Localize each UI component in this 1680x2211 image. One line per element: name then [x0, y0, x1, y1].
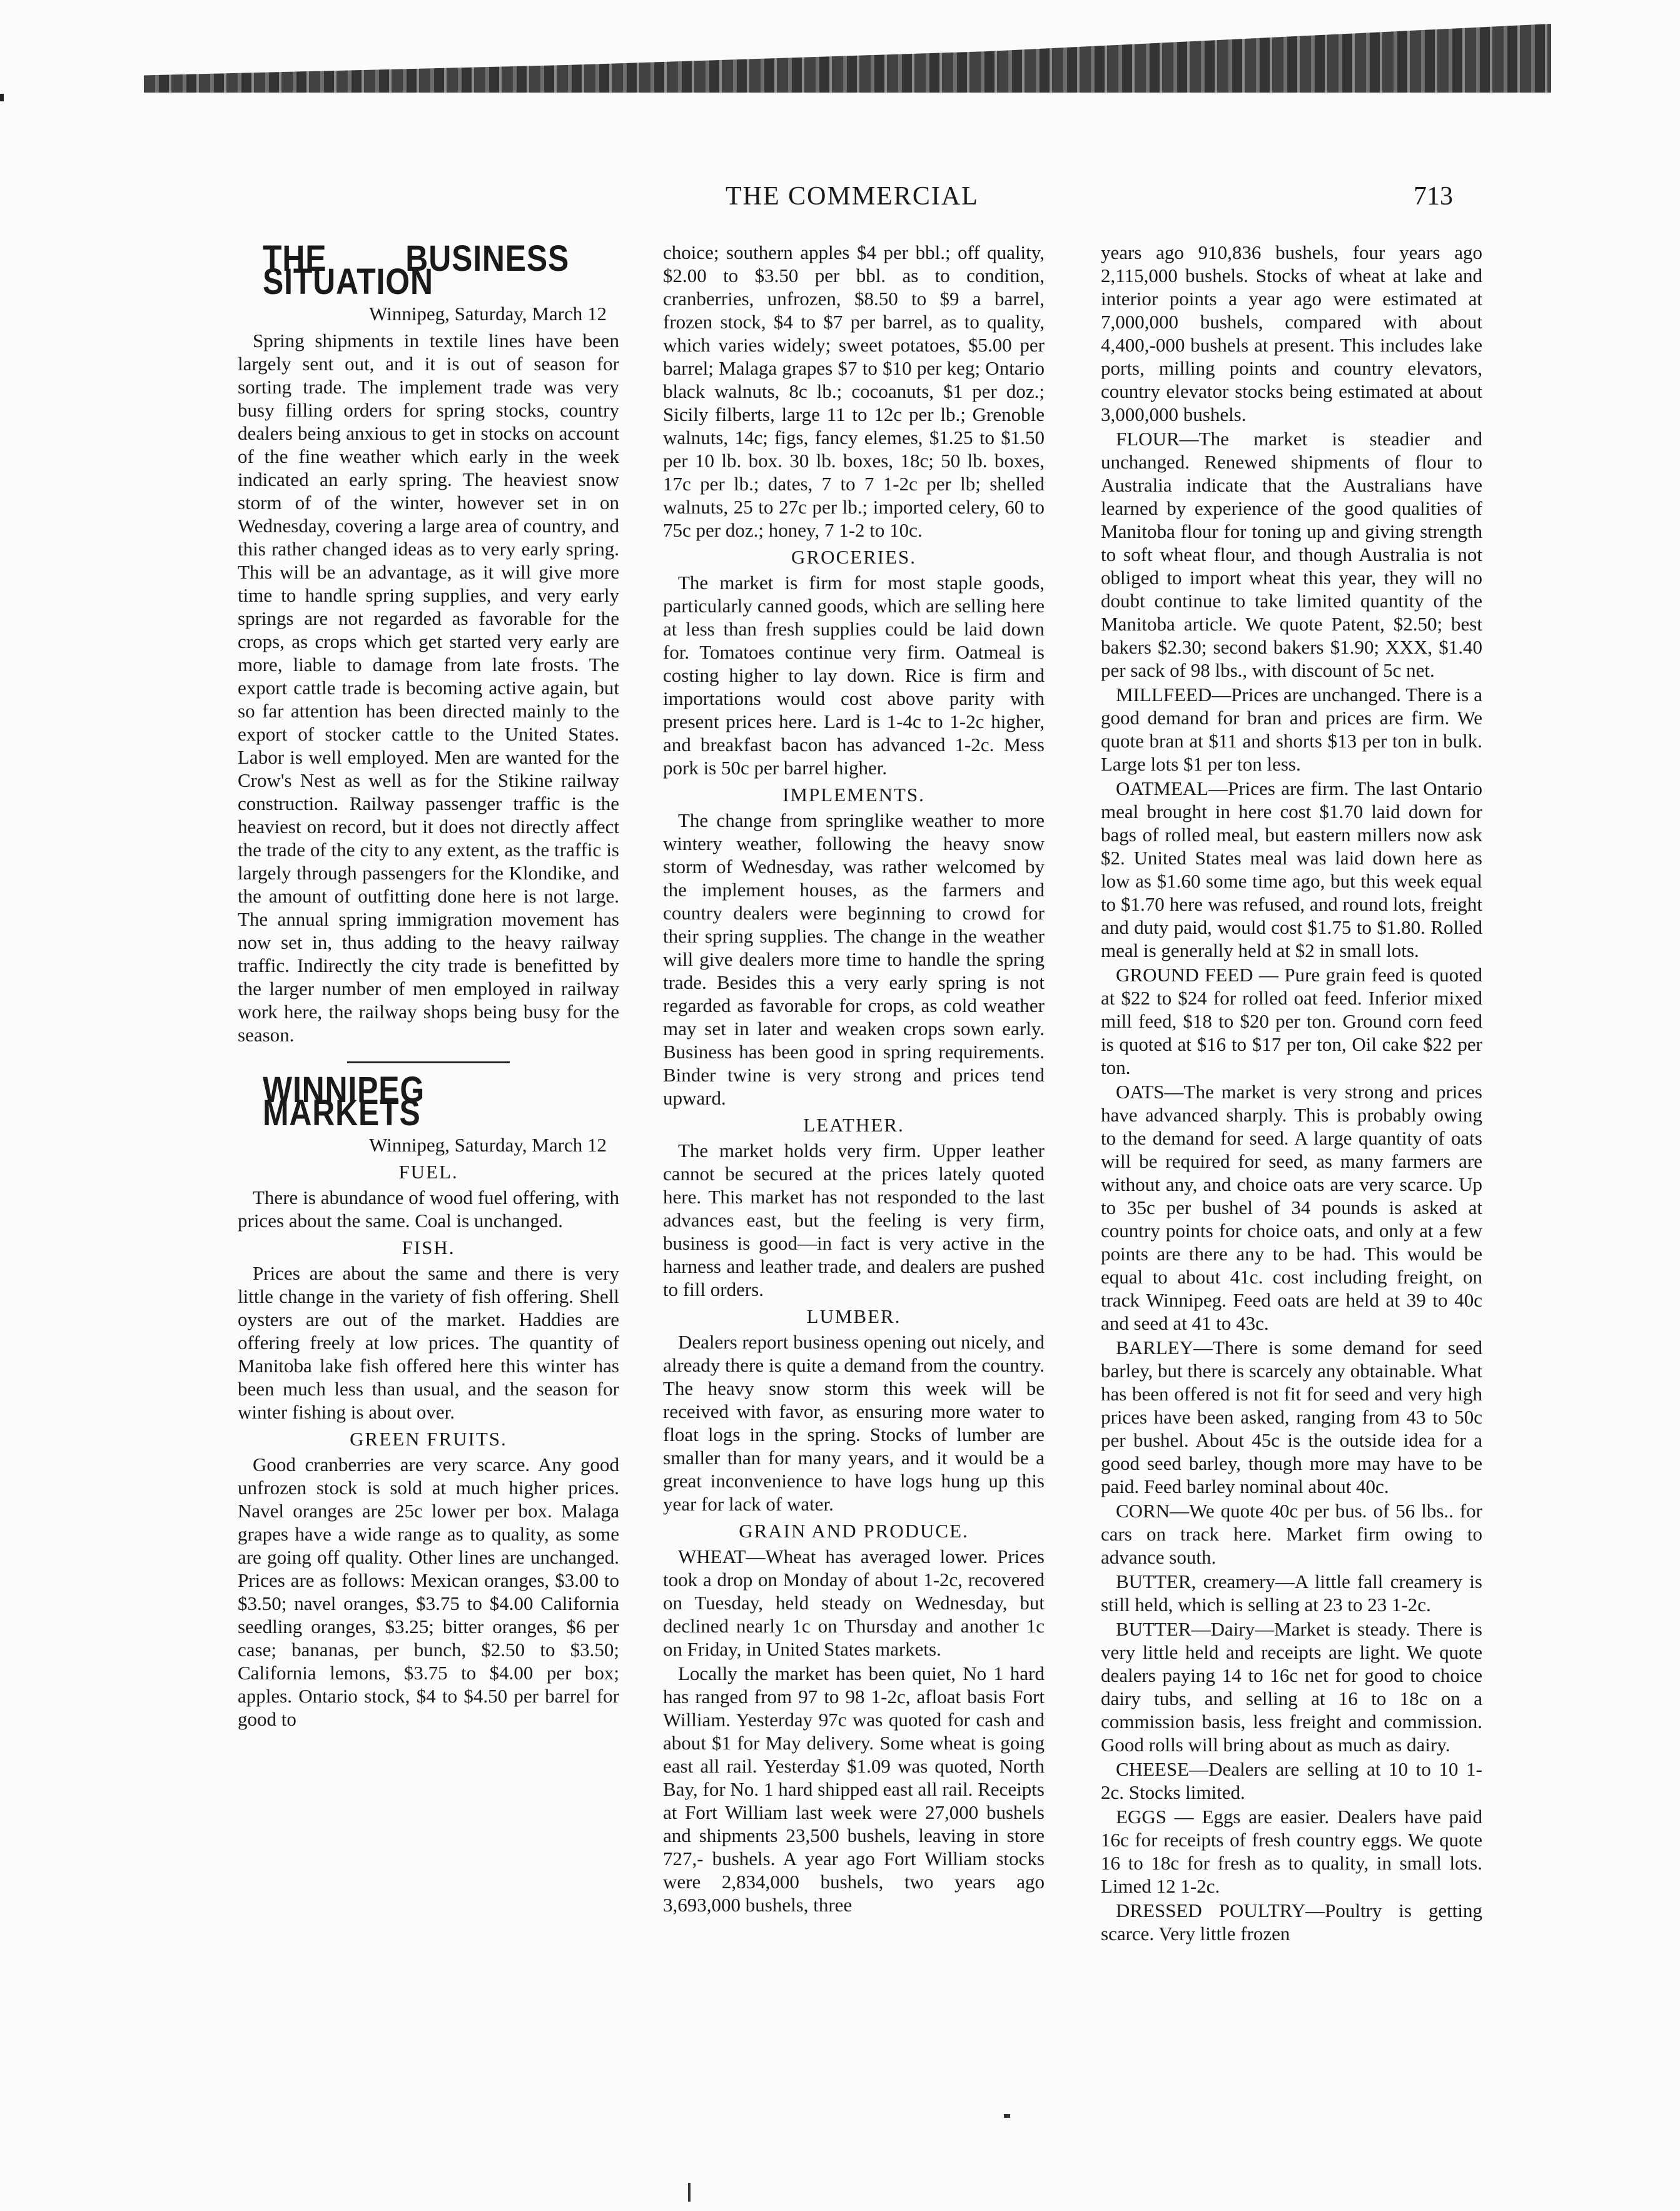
dressed-poultry-text: DRESSED POULTRY—Poultry is getting scarce. Very little frozen — [1101, 1900, 1482, 1945]
fish-text: Prices are about the same and there is very little change in the variety of fish offering. Shell oysters are out of the market. Haddies are offering freely at low prices. The quantity of Manitoba lake fish offered here this winter has been much less than usual, and the season for winter fishing is about over. — [238, 1262, 619, 1423]
scan-shadow-band — [144, 24, 1551, 93]
oats-text: OATS—The market is very strong and prices have advanced sharply. This is probably owing to the demand for seed. A large quantity of oats will be required for seed, as many farmers are without any, and choice oats are very scarce. Up to 35c per bushel of 34 pounds is asked at country points for choice oats, and only at a few points are there any to be had. This would be equal to about 41c. cost including freight, on track Winnipeg. Feed oats are held at 39 to 40c and seed at 41 to 43c. — [1101, 1081, 1482, 1334]
subhead-groceries: GROCERIES. — [791, 546, 916, 568]
column-3 — [1101, 241, 1482, 1946]
heading-winnipeg-markets: WINNIPEG MARKETS — [263, 1070, 425, 1133]
wheat-local-text: Locally the market has been quiet, No 1 hard has ranged from 97 to 98 1-2c, afloat basis Fort William. Yesterday 97c was quoted for cash and about $1 for May delivery. Some wheat is going east all rail. Yesterday $1.09 was quoted, North Bay, for No. 1 hard shipped east all rail. Receipts at Fort William last week were 27,000 bushels and shipments 23,500 bushels, leaving in store 727,- bushels. A year ago Fort William stocks were 2,834,000 bushels, two years ago 3,693,000 bushels, three — [663, 1662, 1045, 1916]
dateline: Winnipeg, Saturday, March 12 — [369, 1134, 607, 1156]
groceries-text: The market is firm for most staple goods, particularly canned goods, which are selling here at less than fresh supplies could be laid down for. Tomatoes continue very firm. Oatmeal is costing higher to lay down. Rice is firm and importations would cost above parity with present prices here. Lard is 1-4c to 1-2c higher, and breakfast bacon has advanced 1-2c. Mess pork is 50c per barrel higher. — [663, 572, 1045, 779]
butter-dairy-text: BUTTER—Dairy—Market is steady. There is very little held and receipts are light. We quote dealers paying 14 to 16c net for good to choice dairy tubs, and selling at 16 to 18c on a commission basis, less freight and commission. Good rolls will bring about as much as dairy. — [1101, 1618, 1482, 1756]
subhead-fish: FISH. — [402, 1237, 455, 1258]
ink-mark — [688, 2183, 691, 2202]
ground-feed-text: GROUND FEED — Pure grain feed is quoted at $22 to $24 for rolled oat feed. Inferior mixed mill feed, $18 to $20 per ton. Ground corn feed is quoted at $16 to $17 per ton, Oil cake $22 per ton. — [1101, 964, 1482, 1078]
millfeed-text: MILLFEED—Prices are unchanged. There is a good demand for bran and prices are firm. We quote bran at $11 and shorts $13 per ton in bulk. Large lots $1 per ton less. — [1101, 684, 1482, 775]
wheat-text: WHEAT—Wheat has averaged lower. Prices took a drop on Monday of about 1-2c, recovered on Tuesday, held steady on Wednesday, but declined nearly 1c on Thursday and another 1c on Friday, in United States markets. — [663, 1546, 1045, 1660]
lumber-text: Dealers report business opening out nicely, and already there is quite a demand from the country. The heavy snow storm this week will be received with favor, as ensuring more water to float logs in the spring. Stocks of lumber are smaller than for many years, and it would be a great inconvenience to have logs hung up this year for lack of water. — [663, 1331, 1045, 1515]
business-situation-text: Spring shipments in textile lines have been largely sent out, and it is out of season for sorting trade. The implement trade was very busy filling orders for spring stocks, country dealers being anxious to get in stocks on account of the fine weather which early in the week indicated an early spring. The heaviest snow storm of of the winter, however set in on Wednesday, covering a large area of country, and this rather changed ideas as to very early spring. This will be an advantage, as it will give more time to handle spring supplies, and very early springs are not regarded as favorable for the crops, as crops which get started very early are more, liable to damage from late frosts. The export cattle trade is becoming active again, but so far attention has been directed mainly to the export of stocker cattle to the United States. Labor is well employed. Men are wanted for the Crow's Nest as well as for the Stikine railway construction. Railway passenger traffic is the heaviest on record, but it does not directly affect the trade of the city to any extent, as the traffic is largely through passengers for the Klondike, and the amount of outfitting done here is not large. The annual spring immigration movement has now set in, thus adding to the heavy railway traffic. Indirectly the city trade is benefitted by the larger number of men employed in railway work here, the railway shops being busy for the season. — [238, 330, 619, 1046]
dateline: Winnipeg, Saturday, March 12 — [369, 303, 607, 325]
butter-creamery-text: BUTTER, creamery—A little fall creamery is still held, which is selling at 23 to 23 1-2c. — [1101, 1571, 1482, 1616]
eggs-text: EGGS — Eggs are easier. Dealers have paid 16c for receipts of fresh country eggs. We quote 16 to 18c for fresh as to quality, in small lots. Limed 12 1-2c. — [1101, 1806, 1482, 1897]
flour-text: FLOUR—The market is steadier and unchanged. Renewed shipments of flour to Australia indicate that the Australians have learned by experience of the good qualities of Manitoba flour for toning up and giving strength to soft wheat flour, and though Australia is not obliged to import wheat this year, they will no doubt continue to take limited quantity of the Manitoba article. We quote Patent, $2.50; best bakers $2.30; second bakers $1.90; XXX, $1.40 per sack of 98 lbs., with discount of 5c net. — [1101, 428, 1482, 681]
divider-rule — [347, 1061, 510, 1063]
column-1 — [238, 238, 619, 1732]
publication-title: THE COMMERCIAL — [726, 182, 979, 211]
ink-mark — [1004, 2114, 1010, 2118]
barley-text: BARLEY—There is some demand for seed barley, but there is scarcely any obtainable. What has been offered is not fit for seed and very high prices have been asked, ranging from 43 to 50c per bushel. About 45c is the outside idea for a good seed barley, though more may have to be paid. Feed barley nominal about 40c. — [1101, 1337, 1482, 1497]
green-fruits-text: Good cranberries are very scarce. Any good unfrozen stock is sold at much higher prices. Navel oranges are 25c lower per box. Malaga grapes have a wide range as to quality, as some are going off quality. Other lines are unchanged. Prices are as follows: Mexican oranges, $3.00 to $3.50; navel oranges, $3.75 to $4.00 California seedling oranges, $3.25; bitter oranges, $6 per case; bananas, per bunch, $2.50 to $3.50; California lemons, $3.75 to $4.00 per box; apples. Ontario stock, $4 to $4.50 per barrel for good to — [238, 1454, 619, 1730]
column-2 — [663, 241, 1045, 1918]
implements-text: The change from springlike weather to more wintery weather, following the heavy snow storm of Wednesday, was rather welcomed by the implement houses, as the farmers and country dealers were beginning to crowd for their spring supplies. The change in the weather will give dealers more time to handle the spring trade. Besides this a very early spring is not regarded as favorable for crops, as cold weather may set in later and weaken crops sown early. Business has been good in spring requirements. Binder twine is very strong and prices tend upward. — [663, 809, 1045, 1109]
oatmeal-text: OATMEAL—Prices are firm. The last Ontario meal brought in here cost $1.70 laid down for bags of rolled meal, but eastern millers now ask $2. United States meal was laid down here as low as $1.60 some time ago, but this week equal to $1.70 here was refused, and round lots, freight and duty paid, would cost $1.75 to $1.80. Rolled meal is generally held at $2 in small lots. — [1101, 777, 1482, 961]
page-edge-mark — [0, 94, 4, 101]
subhead-grain-and-produce: GRAIN AND PRODUCE. — [739, 1520, 969, 1542]
subhead-green-fruits: GREEN FRUITS. — [350, 1428, 507, 1450]
cheese-text: CHEESE—Dealers are selling at 10 to 10 1-2c. Stocks limited. — [1101, 1758, 1482, 1803]
page-number: 713 — [1414, 182, 1453, 211]
subhead-fuel: FUEL. — [398, 1161, 458, 1183]
fruits-continued-text: choice; southern apples $4 per bbl.; off quality, $2.00 to $3.50 per bbl. as to condition, cranberries, unfrozen, $8.50 to $9 a barrel, frozen stock, $4 to $7 per barrel, as to quality, which varies widely; sweet potatoes, $5.00 per barrel; Malaga grapes $7 to $10 per keg; Ontario black walnuts, 8c lb.; cocoanuts, $1 per doz.; Sicily filberts, large 11 to 12c per lb.; Grenoble walnuts, 14c; figs, fancy elemes, $1.25 to $1.50 per 10 lb. box. 30 lb. boxes, 18c; 50 lb. boxes, 17c per lb.; dates, 7 to 7 1-2c per lb; shelled walnuts, 25 to 27c per lb.; imported celery, 60 to 75c per doz.; honey, 7 1-2 to 10c. — [663, 241, 1045, 541]
heading-business-situation: THE BUSINESS SITUATION — [263, 238, 570, 302]
page-header — [0, 181, 1680, 219]
leather-text: The market holds very firm. Upper leather cannot be secured at the prices lately quoted here. This market has not responded to the last advances east, but the feeling is very firm, business is good—in fact is very active in the harness and leather trade, and dealers are pushed to fill orders. — [663, 1140, 1045, 1300]
fuel-text: There is abundance of wood fuel offering, with prices about the same. Coal is unchanged. — [238, 1186, 619, 1232]
wheat-continued-text: years ago 910,836 bushels, four years ago 2,115,000 bushels. Stocks of wheat at lake and interior points a year ago were estimated at 7,000,000 bushels, compared with about 4,400,-000 bushels at present. This includes lake ports, milling points and country elevators, country elevator stocks being estimated at about 3,000,000 bushels. — [1101, 241, 1482, 425]
subhead-implements: IMPLEMENTS. — [782, 784, 925, 806]
subhead-leather: LEATHER. — [803, 1114, 904, 1136]
corn-text: CORN—We quote 40c per bus. of 56 lbs.. for cars on track here. Market firm owing to advance south. — [1101, 1500, 1482, 1568]
subhead-lumber: LUMBER. — [806, 1305, 901, 1327]
